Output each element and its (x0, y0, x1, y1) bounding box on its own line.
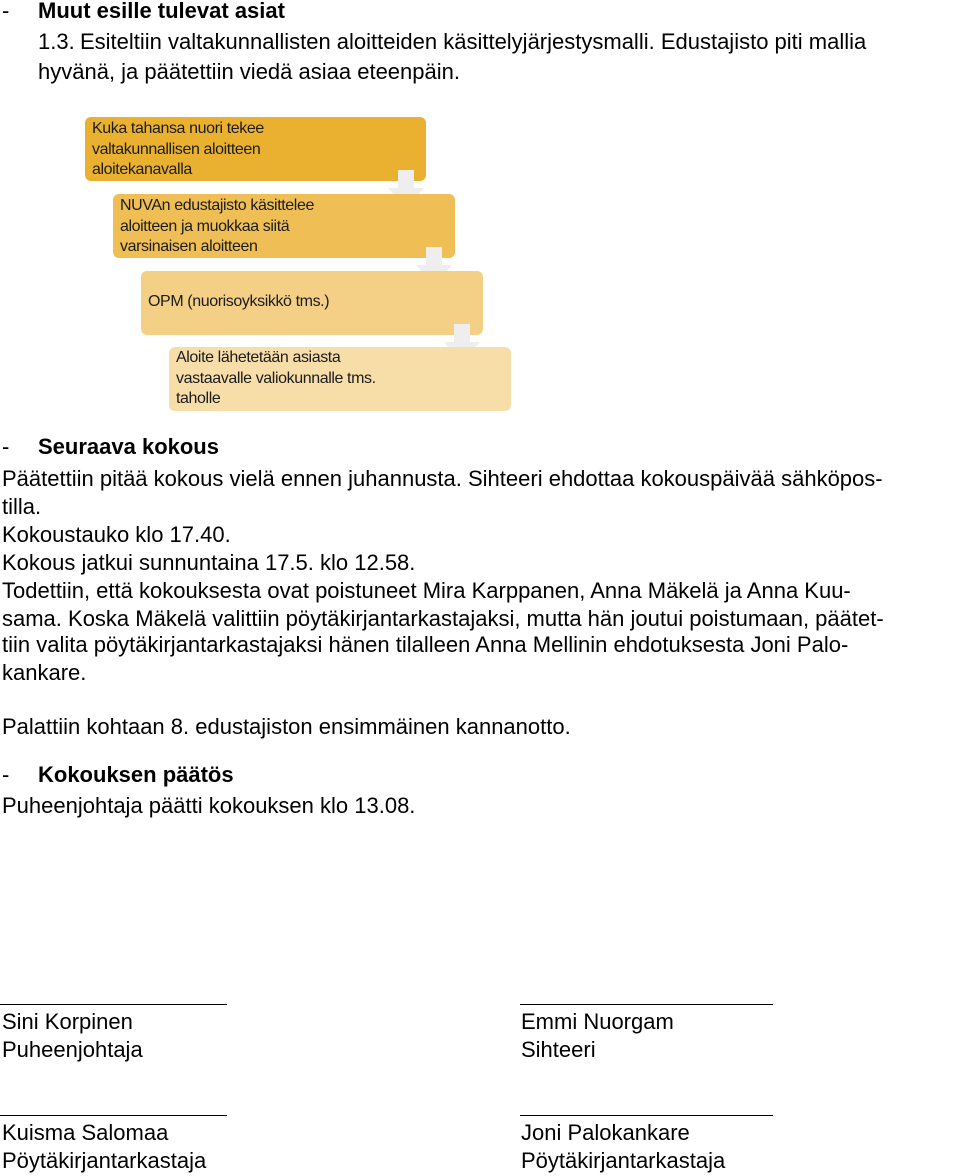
signer-role: Puheenjohtaja (2, 1037, 143, 1062)
signature-line (0, 1004, 227, 1005)
body-line: tiin valita pöytäkirjantarkastajaksi hänen tilalleen Anna Mellinin ehdotuksesta Joni Palo- (2, 632, 849, 657)
signer-name: Emmi Nuorgam (521, 1009, 674, 1034)
body-line: kankare. (2, 660, 87, 685)
diagram-step-1 (85, 117, 426, 181)
bullet-dash: - (2, 0, 10, 23)
signature-line (520, 1004, 773, 1005)
body-line: Puheenjohtaja päätti kokouksen klo 13.08. (2, 793, 416, 818)
item-text-line: Esiteltiin valtakunnallisten aloitteiden käsittelyjärjestysmalli. Edustajisto piti mallia (80, 29, 867, 54)
body-line: sama. Koska Mäkelä valittiin pöytäkirjantarkastajaksi, mutta hän joutui poistumaan, päätet- (2, 606, 884, 631)
signer-role: Sihteeri (521, 1037, 596, 1062)
diagram-step-2 (113, 194, 455, 258)
bullet-dash: - (2, 762, 10, 787)
section-heading-seuraava: Seuraava kokous (38, 434, 219, 459)
bullet-dash: - (2, 434, 10, 459)
signer-role: Pöytäkirjantarkastaja (521, 1148, 726, 1173)
body-line: Palattiin kohtaan 8. edustajiston ensimmäinen kannanotto. (2, 714, 571, 739)
signer-name: Kuisma Salomaa (2, 1120, 169, 1145)
item-number: 1.3. (38, 29, 75, 54)
signer-name: Sini Korpinen (2, 1009, 133, 1034)
diagram-step-4 (169, 347, 511, 411)
diagram-step-text: Kuka tahansa nuori tekee valtakunnallisen aloitteen aloitekanavalla (92, 120, 264, 178)
diagram-step-text: NUVAn edustajisto käsittelee aloitteen ja muokkaa siitä varsinaisen aloitteen (120, 197, 314, 255)
signature-line (0, 1115, 227, 1116)
diagram-step-3 (141, 271, 483, 335)
body-line: Kokous jatkui sunnuntaina 17.5. klo 12.58. (2, 550, 416, 575)
section-heading-paatos: Kokouksen päätös (38, 762, 234, 787)
body-line: Kokoustauko klo 17.40. (2, 522, 231, 547)
body-line: tilla. (2, 494, 42, 519)
signer-name: Joni Palokankare (521, 1120, 690, 1145)
diagram-step-text: OPM (nuorisoyksikkö tms.) (148, 293, 330, 310)
signer-role: Pöytäkirjantarkastaja (2, 1148, 207, 1173)
section-heading-muut: Muut esille tulevat asiat (38, 0, 285, 23)
body-line: Todettiin, että kokouksesta ovat poistuneet Mira Karppanen, Anna Mäkelä ja Anna Kuu- (2, 578, 851, 603)
signature-line (520, 1115, 773, 1116)
diagram-step-text: Aloite lähetetään asiasta vastaavalle valiokunnalle tms. taholle (176, 349, 376, 407)
body-line: Päätettiin pitää kokous vielä ennen juhannusta. Sihteeri ehdottaa kokouspäivää sähköpos- (2, 466, 883, 491)
item-text-line: hyvänä, ja päätettiin viedä asiaa eteenpäin. (38, 59, 460, 84)
